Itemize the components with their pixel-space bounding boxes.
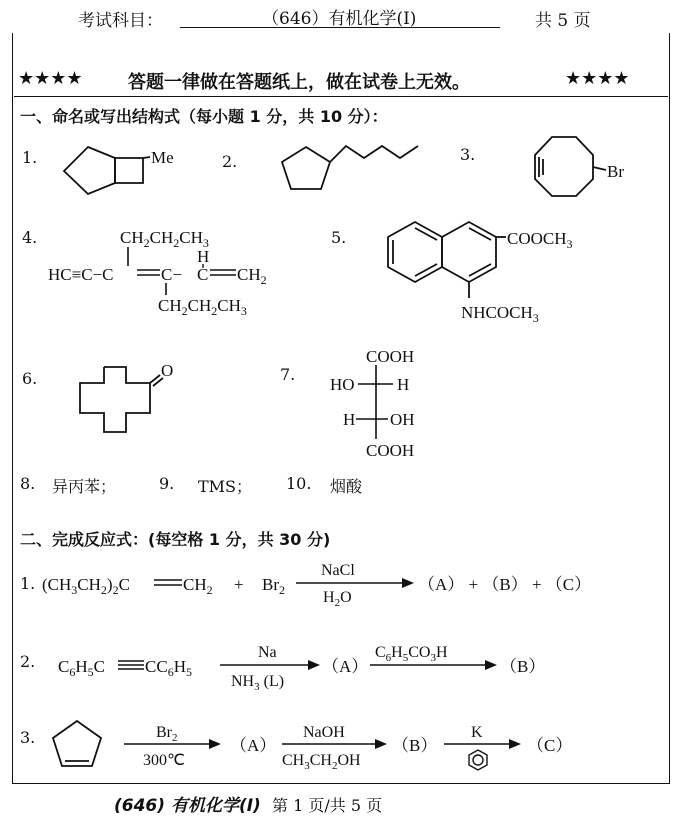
q8-number: 8. [20,474,36,493]
subject-label: 考试科目： [78,11,163,31]
r2-product-b: （B） [500,657,546,676]
q4-top-propyl: $CH_2CH_2CH_3$ [120,228,209,250]
banner-stars-left: ★★★★ [18,68,83,89]
r1-bromine: $Br_2$ [262,575,285,597]
r1-reagent-above: NaCl [321,562,355,579]
footer-handwritten: (646) 有机化学(Ⅰ) [114,796,261,816]
q1-number: 1. [22,148,38,167]
r1-ch2: $CH_2$ [183,575,213,597]
r3-reagent1-above: $Br_2$ [156,724,178,744]
r3-number: 3. [20,728,36,747]
subject-value: （646）有机化学(Ⅰ) [262,9,417,29]
q4-main-chain: HC≡C−C [48,265,114,284]
q7-row2-right: OH [390,410,415,429]
benzene-icon [469,750,487,770]
q7-row1-left: HO [330,375,355,394]
q6-number: 6. [22,369,38,388]
section2-title: 二、完成反应式：(每空格 1 分，共 30 分) [20,530,331,549]
r2-reagent1-above: Na [258,644,277,661]
q4-terminal: $CH_2$ [237,265,267,287]
q10-number: 10. [286,474,312,493]
q8-text: 异丙苯； [52,477,117,496]
q4-bottom-propyl: $CH_2CH_2CH_3$ [158,296,247,318]
q2-number: 2. [222,152,238,171]
r3-reagent2-above: NaOH [303,724,345,741]
r2-reagent2-above: $C_6H_5CO_3H$ [375,644,448,664]
r1-reagent-below: $H_2O$ [323,589,352,609]
r3-product-b: （B） [392,736,438,755]
r1-plus: + [234,575,244,594]
q9-text: TMS； [198,477,253,496]
r1-number: 1. [20,574,36,593]
q7-bottom-cooh: COOH [366,441,415,460]
r2-reagent1-below: $NH_3$ (L) [231,673,285,693]
r3-product-a: （A） [230,736,277,755]
q4-main-right: C [197,265,209,284]
q7-row2-left: H [343,410,356,429]
r2-number: 2. [20,652,36,671]
q7-number: 7. [280,365,296,384]
q6-oxygen: O [161,361,174,380]
r3-reagent1-below: 300℃ [143,752,185,769]
q1-methyl-label: Me [151,148,174,167]
r3-reagent3-above: K [471,724,483,741]
r3-reagent2-below: $CH_3CH_2OH$ [282,752,361,772]
r1-reactant: $(CH_3CH_2)_2C$ [42,575,130,597]
q7-top-cooh: COOH [366,347,415,366]
banner-stars-right: ★★★★ [565,68,630,89]
q10-text: 烟酸 [330,477,363,496]
q5-number: 5. [331,228,347,247]
cyclopentene-structure [53,721,101,766]
r2-left: $C_6H_5C$ [58,657,105,679]
footer-page-number: 第 1 页/共 5 页 [272,796,383,815]
q4-number: 4. [22,228,38,247]
q5-amide-group: $NHCOCH_3$ [461,303,539,325]
q3-number: 3. [460,145,476,164]
q9-number: 9. [159,474,175,493]
r1-products: （A） + （B） + （C） [418,575,592,594]
total-pages: 共 5 页 [535,11,591,31]
r2-right: $CC_6H_5$ [145,657,192,679]
r3-product-c: （C） [527,736,573,755]
q5-ester-group: $COOCH_3$ [507,229,573,251]
banner-text: 答题一律做在答题纸上，做在试卷上无效。 [128,72,470,93]
r2-product-a: （A） [322,657,369,676]
section1-title: 一、命名或写出结构式（每小题 1 分，共 10 分）： [20,107,388,126]
q7-row1-right: H [397,375,410,394]
q4-main-mid: C− [161,265,182,284]
q3-bromo-label: Br [607,162,624,181]
q4-hydrogen: H [197,247,210,266]
